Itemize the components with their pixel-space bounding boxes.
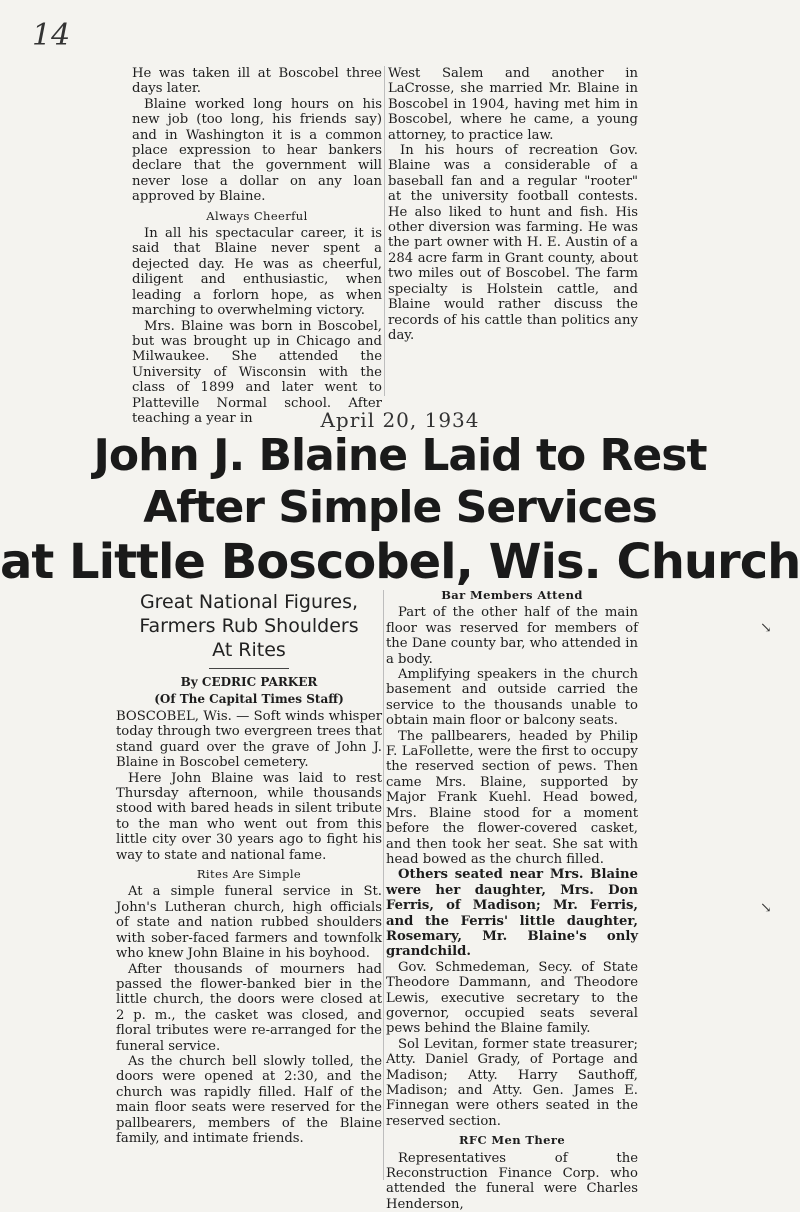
upper-left-column <box>132 66 382 426</box>
paragraph: Sol Levitan, former state treasurer; Atty. Daniel Grady, of Portage and Madison; Atty. Harry Sauthoff, Madison; and Atty. Gen. James E. Finnegan were others seated in the reserved section. <box>386 1036 638 1129</box>
paragraph: Part of the other half of the main floor was reserved for members of the Dane county bar, who attended in a body. <box>386 605 638 667</box>
subhead-rfc-men: RFC Men There <box>458 1133 566 1148</box>
column-divider <box>384 66 385 396</box>
lower-right-column <box>386 584 638 1212</box>
paragraph: Gov. Schmedeman, Secy. of State Theodore Dammann, and Theodore Lewis, executive secretary to the governor, occupied seats several pews behind the Blaine family. <box>386 959 638 1037</box>
subhead-always-cheerful: Always Cheerful <box>206 208 308 223</box>
page-number: 14 <box>32 18 71 53</box>
paragraph: In all his spectacular career, it is said that Blaine never spent a dejected day. He was as cheerful, diligent and enthusiastic, when leading a forlorn hope, as when marching to overwhelming victory. <box>132 226 382 319</box>
paragraph: Blaine worked long hours on his new job (too long, his friends say) and in Washington it is a common place expression to hear bankers declare that the government will never lose a dollar on any loan approved by Blaine. <box>132 96 382 205</box>
paragraph: BOSCOBEL, Wis. — Soft winds whisper today through two evergreen trees that stand guard over the grave of John J. Blaine in Boscobel cemetery. <box>116 709 382 771</box>
dateline: April 20, 1934 <box>320 408 480 432</box>
paragraph-bold: Others seated near Mrs. Blaine were her daughter, Mrs. Don Ferris, of Madison; Mr. Ferris, and the Ferris' little daughter, Rosemary, Mr. Blaine's only grandchild. <box>386 867 638 960</box>
headline-line-2: After Simple Services <box>143 482 657 533</box>
paragraph: He was taken ill at Boscobel three days later. <box>132 66 382 97</box>
deck-line-2: Farmers Rub Shoulders <box>139 615 359 637</box>
byline: By CEDRIC PARKER <box>180 675 318 689</box>
paragraph: Representatives of the Reconstruction Finance Corp. who attended the funeral were Charles Henderson, <box>386 1150 638 1212</box>
upper-right-column <box>388 66 638 343</box>
lower-left-column <box>116 666 382 1146</box>
paragraph: In his hours of recreation Gov. Blaine was a considerable of a baseball fan and a regular "rooter" at the university football contests. He also liked to hunt and fish. His other diversion was farming. He was the part owner with H. E. Austin of a 284 acre farm in Grant county, about two miles out of Boscobel. The farm specialty is Holstein cattle, and Blaine would rather discuss the records of his cattle than politics any day. <box>388 143 638 343</box>
edge-mark: ↘ <box>760 900 772 916</box>
paragraph: The pallbearers, headed by Philip F. LaFollette, were the first to occupy the reserved section of pews. Then came Mrs. Blaine, supported by Major Frank Kuehl. Head bowed, Mrs. Blaine stood for a moment before the flower-covered casket, and then took her seat. She sat with head bowed as the church filled. <box>386 728 638 867</box>
deck-line-1: Great National Figures, <box>139 591 359 613</box>
paragraph: Mrs. Blaine was born in Boscobel, but was brought up in Chicago and Milwaukee. She attended the University of Wisconsin with the class of 1899 and later went to Platteville Normal school. After teaching a year in <box>132 318 382 426</box>
paragraph: West Salem and another in LaCrosse, she married Mr. Blaine in Boscobel in 1904, having met him in Boscobel, where he came, a young attorney, to practice law. <box>388 66 638 143</box>
paragraph: Amplifying speakers in the church basement and outside carried the service to the thousands unable to obtain main floor or balcony seats. <box>386 667 638 729</box>
edge-mark: ↘ <box>760 620 772 636</box>
paragraph: At a simple funeral service in St. John's Lutheran church, high officials of state and nation rubbed shoulders with sober-faced farmers and townfolk who knew John Blaine in his boyhood. <box>116 884 382 962</box>
column-divider <box>383 590 384 1180</box>
paragraph: Here John Blaine was laid to rest Thursday afternoon, while thousands stood with bared heads in silent tribute to the man who went out from this little city over 30 years ago to fight his way to state and national fame. <box>116 770 382 863</box>
byline-rule <box>209 668 289 669</box>
subhead-rites-are-simple: Rites Are Simple <box>196 867 302 882</box>
paragraph: As the church bell slowly tolled, the doors were opened at 2:30, and the church was rapidly filled. Half of the main floor seats were reserved for the pallbearers, members of the Blaine family, and intimate friends. <box>116 1053 382 1146</box>
headline-line-1: John J. Blaine Laid to Rest <box>93 430 707 481</box>
paragraph: After thousands of mourners had passed the flower-banked bier in the little church, the doors were closed at 2 p. m., the casket was closed, and floral tributes were re-arranged for the funeral service. <box>116 961 382 1054</box>
headline-line-3: at Little Boscobel, Wis. Church <box>0 534 800 590</box>
byline-staff: (Of The Capital Times Staff) <box>154 692 344 706</box>
subhead-bar-members: Bar Members Attend <box>441 588 583 602</box>
deck-line-3: At Rites <box>212 639 286 661</box>
